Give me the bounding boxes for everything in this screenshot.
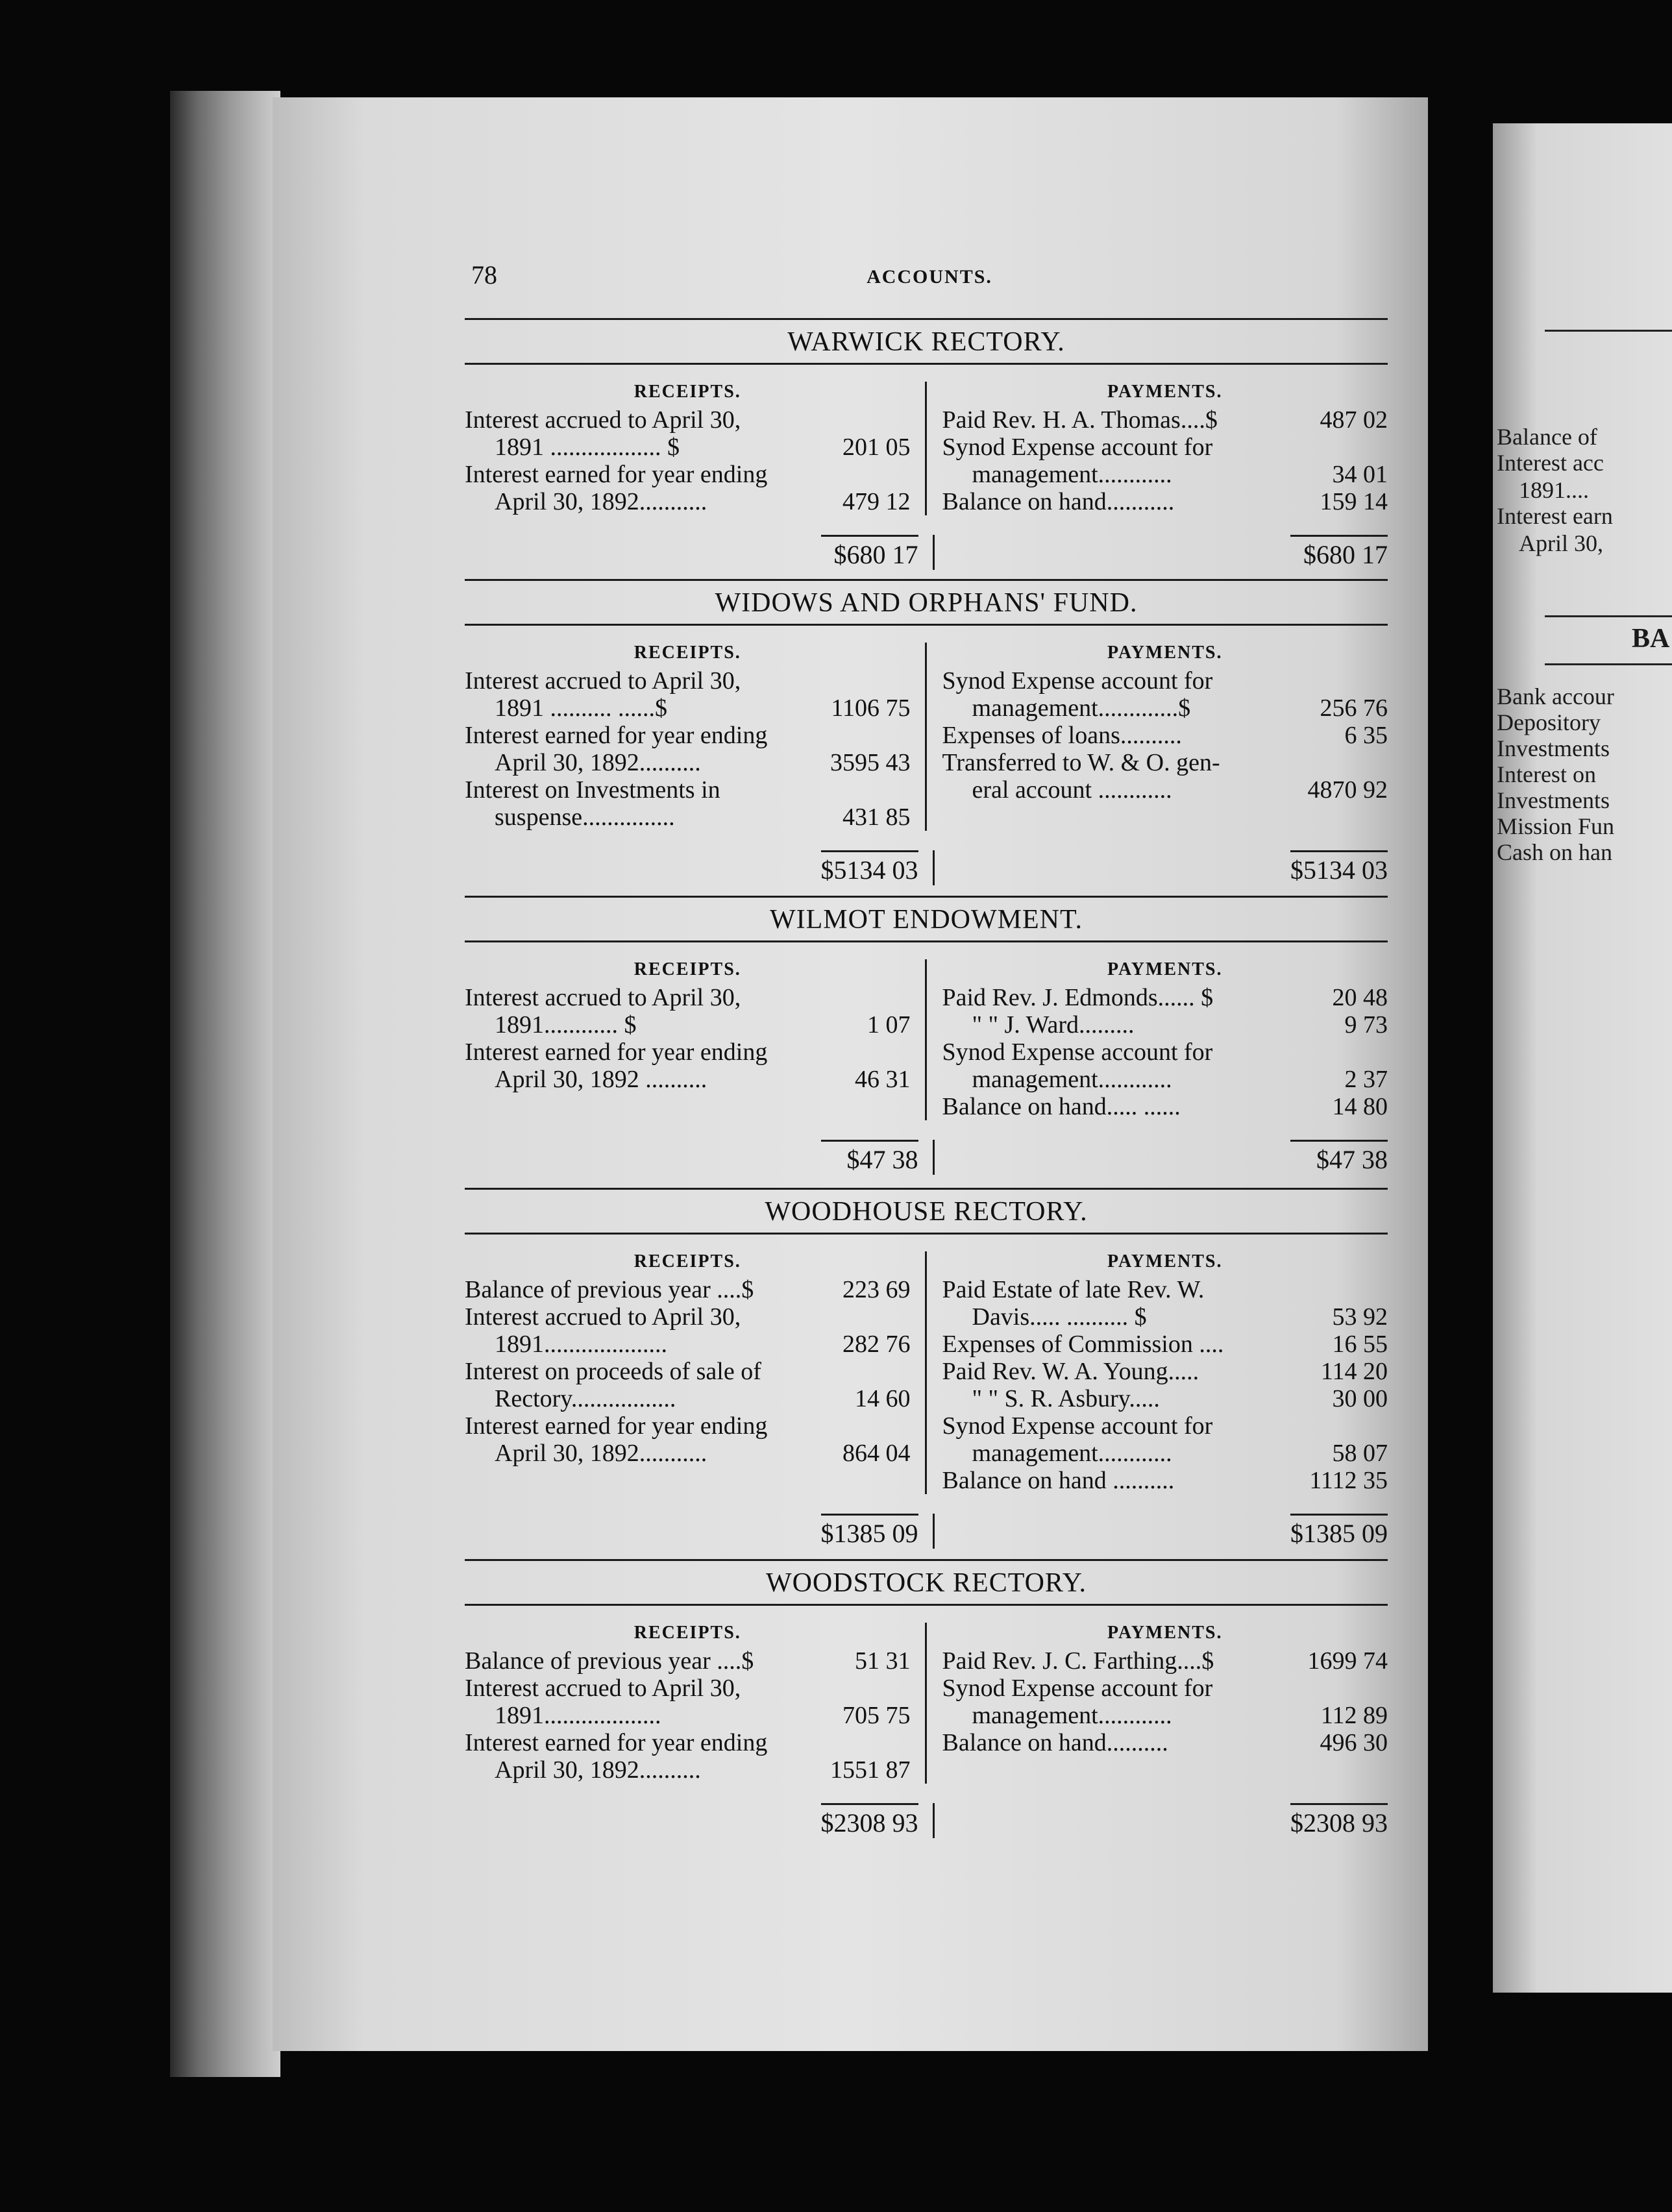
facing-rule bbox=[1545, 663, 1672, 665]
payment-row bbox=[942, 1412, 1388, 1440]
payment-amount: 159 14 bbox=[1320, 488, 1388, 515]
running-title: ACCOUNTS. bbox=[867, 266, 992, 288]
facing-line: Balance of bbox=[1497, 424, 1597, 450]
section-title: WIDOWS AND ORPHANS' FUND. bbox=[715, 588, 1138, 618]
receipt-text: April 30, 1892.......... bbox=[495, 749, 701, 776]
receipt-amount: 46 31 bbox=[855, 1066, 911, 1093]
receipt-text: Interest accrued to April 30, bbox=[465, 984, 741, 1011]
facing-line: Investments bbox=[1497, 787, 1610, 813]
receipt-row bbox=[465, 1440, 911, 1467]
payment-row bbox=[942, 1276, 1388, 1303]
receipt-row bbox=[465, 694, 911, 722]
receipt-row bbox=[465, 1066, 911, 1093]
payment-row bbox=[942, 694, 1388, 722]
receipt-row bbox=[465, 1331, 911, 1358]
receipts-column bbox=[465, 959, 927, 1120]
payment-row bbox=[942, 1358, 1388, 1385]
receipt-row bbox=[465, 1276, 911, 1303]
payment-amount: 53 92 bbox=[1332, 1303, 1388, 1331]
receipt-row bbox=[465, 1358, 911, 1385]
receipt-amount: 1551 87 bbox=[830, 1756, 911, 1784]
receipts-column bbox=[465, 1623, 927, 1784]
facing-line: Mission Fun bbox=[1497, 813, 1615, 839]
receipt-row bbox=[465, 1702, 911, 1729]
facing-line: Interest acc bbox=[1497, 450, 1604, 476]
payment-amount: 30 00 bbox=[1332, 1385, 1388, 1412]
section-rule bbox=[465, 1233, 1388, 1235]
receipt-text: April 30, 1892.......... bbox=[495, 1756, 701, 1784]
payment-row bbox=[942, 406, 1388, 434]
receipt-row bbox=[465, 461, 911, 488]
payments-heading: PAYMENTS. bbox=[1107, 643, 1223, 663]
section-rule bbox=[465, 1604, 1388, 1606]
receipt-row bbox=[465, 776, 911, 804]
payment-text: Synod Expense account for bbox=[942, 1675, 1213, 1702]
payment-amount: 9 73 bbox=[1344, 1011, 1388, 1038]
section-rule bbox=[465, 940, 1388, 942]
payment-row bbox=[942, 1729, 1388, 1756]
payment-row bbox=[942, 488, 1388, 515]
receipt-text: April 30, 1892........... bbox=[495, 488, 707, 515]
facing-rule bbox=[1545, 330, 1672, 332]
payments-heading: PAYMENTS. bbox=[1107, 1623, 1223, 1643]
payment-amount: 112 89 bbox=[1320, 1702, 1388, 1729]
receipts-total: $47 38 bbox=[821, 1140, 918, 1175]
payment-text: Expenses of loans.......... bbox=[942, 722, 1182, 749]
receipt-text: 1891 .................. $ bbox=[495, 434, 680, 461]
receipt-amount: 51 31 bbox=[855, 1647, 911, 1675]
payments-total: $680 17 bbox=[1290, 535, 1388, 570]
receipt-text: Interest earned for year ending bbox=[465, 722, 768, 749]
payment-row bbox=[942, 1093, 1388, 1120]
payment-row bbox=[942, 984, 1388, 1011]
payment-row bbox=[942, 1440, 1388, 1467]
payment-row bbox=[942, 1647, 1388, 1675]
payments-column bbox=[927, 1623, 1388, 1784]
receipt-amount: 14 60 bbox=[855, 1385, 911, 1412]
receipt-amount: 282 76 bbox=[842, 1331, 911, 1358]
payment-text: Synod Expense account for bbox=[942, 1038, 1213, 1066]
payment-row bbox=[942, 1038, 1388, 1066]
account-section-woodstock bbox=[465, 1559, 1388, 1838]
receipt-amount: 3595 43 bbox=[830, 749, 911, 776]
payment-row bbox=[942, 749, 1388, 776]
receipts-column bbox=[465, 382, 927, 515]
facing-line: Interest earn bbox=[1497, 503, 1613, 529]
receipt-amount: 1106 75 bbox=[831, 694, 911, 722]
payments-heading: PAYMENTS. bbox=[1107, 1251, 1223, 1272]
payment-row bbox=[942, 461, 1388, 488]
receipts-column bbox=[465, 643, 927, 831]
payments-total: $1385 09 bbox=[1290, 1514, 1388, 1549]
payment-row bbox=[942, 776, 1388, 804]
receipt-row bbox=[465, 1647, 911, 1675]
payment-row bbox=[942, 1675, 1388, 1702]
account-section-widows-orphans bbox=[465, 579, 1388, 885]
payment-text: Synod Expense account for bbox=[942, 667, 1213, 694]
receipt-row bbox=[465, 804, 911, 831]
payment-amount: 20 48 bbox=[1332, 984, 1388, 1011]
section-title: WARWICK RECTORY. bbox=[787, 327, 1065, 357]
payment-amount: 2 37 bbox=[1344, 1066, 1388, 1093]
page-number: 78 bbox=[471, 260, 497, 289]
payment-text: management............ bbox=[972, 1702, 1172, 1729]
receipts-total: $5134 03 bbox=[821, 850, 918, 885]
section-rule bbox=[465, 363, 1388, 365]
payment-text: management............ bbox=[972, 1066, 1172, 1093]
payment-text: Davis..... .......... $ bbox=[972, 1303, 1147, 1331]
payment-row bbox=[942, 1303, 1388, 1331]
payment-amount: 16 55 bbox=[1332, 1331, 1388, 1358]
payment-text: management............ bbox=[972, 461, 1172, 488]
receipts-total: $1385 09 bbox=[821, 1514, 918, 1549]
payments-column bbox=[927, 959, 1388, 1120]
facing-line: Bank accour bbox=[1497, 683, 1614, 709]
payment-text: " " S. R. Asbury..... bbox=[972, 1385, 1160, 1412]
totals-row bbox=[465, 535, 1388, 570]
payment-text: eral account ............ bbox=[972, 776, 1172, 804]
payment-text: Balance on hand.......... bbox=[942, 1729, 1168, 1756]
payment-amount: 496 30 bbox=[1320, 1729, 1388, 1756]
payment-text: Paid Rev. J. C. Farthing....$ bbox=[942, 1647, 1214, 1675]
payment-row bbox=[942, 1385, 1388, 1412]
receipt-text: Interest earned for year ending bbox=[465, 1412, 768, 1440]
payment-amount: 114 20 bbox=[1320, 1358, 1388, 1385]
account-section-woodhouse bbox=[465, 1188, 1388, 1549]
payment-row bbox=[942, 1011, 1388, 1038]
payment-row bbox=[942, 434, 1388, 461]
receipt-row bbox=[465, 1011, 911, 1038]
payments-total: $47 38 bbox=[1290, 1140, 1388, 1175]
payment-amount: 1699 74 bbox=[1307, 1647, 1388, 1675]
receipt-text: Interest on Investments in bbox=[465, 776, 720, 804]
payment-text: " " J. Ward......... bbox=[972, 1011, 1135, 1038]
receipt-text: 1891............ $ bbox=[495, 1011, 637, 1038]
payments-column bbox=[927, 643, 1388, 831]
receipt-amount: 201 05 bbox=[842, 434, 911, 461]
receipt-row bbox=[465, 1412, 911, 1440]
payments-heading: PAYMENTS. bbox=[1107, 382, 1223, 402]
receipt-row bbox=[465, 1303, 911, 1331]
payment-text: Synod Expense account for bbox=[942, 434, 1213, 461]
payments-total: $2308 93 bbox=[1290, 1803, 1388, 1838]
receipts-heading: RECEIPTS. bbox=[633, 1251, 741, 1272]
receipt-row bbox=[465, 488, 911, 515]
payment-amount: 58 07 bbox=[1332, 1440, 1388, 1467]
book-spine-edge bbox=[170, 91, 280, 2077]
receipt-text: Interest earned for year ending bbox=[465, 1038, 768, 1066]
receipt-text: 1891.................... bbox=[495, 1331, 667, 1358]
receipt-text: Rectory................. bbox=[495, 1385, 676, 1412]
payment-row bbox=[942, 722, 1388, 749]
receipt-amount: 223 69 bbox=[842, 1276, 911, 1303]
receipt-row bbox=[465, 1038, 911, 1066]
payment-text: Synod Expense account for bbox=[942, 1412, 1213, 1440]
receipts-heading: RECEIPTS. bbox=[633, 382, 741, 402]
receipt-text: 1891................... bbox=[495, 1702, 661, 1729]
running-head bbox=[471, 260, 1388, 299]
receipt-text: Interest accrued to April 30, bbox=[465, 1675, 741, 1702]
receipts-heading: RECEIPTS. bbox=[633, 1623, 741, 1643]
payments-column bbox=[927, 382, 1388, 515]
receipt-text: Interest on proceeds of sale of bbox=[465, 1358, 761, 1385]
receipt-amount: 1 07 bbox=[867, 1011, 911, 1038]
receipt-text: April 30, 1892 .......... bbox=[495, 1066, 707, 1093]
receipts-total: $2308 93 bbox=[821, 1803, 918, 1838]
facing-line: Cash on han bbox=[1497, 839, 1612, 865]
payment-row bbox=[942, 1066, 1388, 1093]
receipt-row bbox=[465, 984, 911, 1011]
payment-row bbox=[942, 1702, 1388, 1729]
payment-amount: 34 01 bbox=[1332, 461, 1388, 488]
receipt-text: Balance of previous year ....$ bbox=[465, 1276, 754, 1303]
section-title: WILMOT ENDOWMENT. bbox=[769, 905, 1083, 935]
receipts-total: $680 17 bbox=[821, 535, 918, 570]
payment-text: Paid Rev. J. Edmonds...... $ bbox=[942, 984, 1214, 1011]
facing-rule bbox=[1545, 615, 1672, 617]
receipt-text: 1891 .......... ......$ bbox=[495, 694, 667, 722]
receipt-amount: 864 04 bbox=[842, 1440, 911, 1467]
receipt-amount: 479 12 bbox=[842, 488, 911, 515]
payment-text: management............ bbox=[972, 1440, 1172, 1467]
receipt-row bbox=[465, 1756, 911, 1784]
payment-text: Paid Estate of late Rev. W. bbox=[942, 1276, 1205, 1303]
payment-amount: 256 76 bbox=[1320, 694, 1388, 722]
receipt-text: Interest accrued to April 30, bbox=[465, 406, 741, 434]
facing-line: 1891.... bbox=[1519, 477, 1589, 503]
receipt-row bbox=[465, 406, 911, 434]
receipt-row bbox=[465, 667, 911, 694]
receipt-text: Interest accrued to April 30, bbox=[465, 667, 741, 694]
payment-text: Expenses of Commission .... bbox=[942, 1331, 1224, 1358]
totals-row bbox=[465, 1514, 1388, 1549]
payment-amount: 6 35 bbox=[1344, 722, 1388, 749]
payments-heading: PAYMENTS. bbox=[1107, 959, 1223, 979]
receipt-row bbox=[465, 1385, 911, 1412]
receipt-text: suspense............... bbox=[495, 804, 675, 831]
receipts-column bbox=[465, 1251, 927, 1494]
receipts-heading: RECEIPTS. bbox=[633, 643, 741, 663]
receipt-text: Interest earned for year ending bbox=[465, 461, 768, 488]
payment-row bbox=[942, 1331, 1388, 1358]
payment-text: Transferred to W. & O. gen- bbox=[942, 749, 1220, 776]
payment-row bbox=[942, 667, 1388, 694]
payment-amount: 487 02 bbox=[1320, 406, 1388, 434]
section-title: WOODHOUSE RECTORY. bbox=[765, 1197, 1088, 1227]
receipt-text: Interest earned for year ending bbox=[465, 1729, 768, 1756]
receipt-text: Balance of previous year ....$ bbox=[465, 1647, 754, 1675]
payments-total: $5134 03 bbox=[1290, 850, 1388, 885]
facing-page bbox=[1493, 123, 1672, 1993]
receipt-row bbox=[465, 1729, 911, 1756]
receipt-row bbox=[465, 722, 911, 749]
account-section-warwick bbox=[465, 318, 1388, 570]
account-section-wilmot bbox=[465, 896, 1388, 1175]
receipt-row bbox=[465, 1675, 911, 1702]
payment-row bbox=[942, 1467, 1388, 1494]
receipt-text: April 30, 1892........... bbox=[495, 1440, 707, 1467]
payment-amount: 4870 92 bbox=[1307, 776, 1388, 804]
payment-text: Balance on hand........... bbox=[942, 488, 1175, 515]
totals-row bbox=[465, 1803, 1388, 1838]
payment-amount: 1112 35 bbox=[1309, 1467, 1388, 1494]
receipt-row bbox=[465, 749, 911, 776]
section-title: WOODSTOCK RECTORY. bbox=[765, 1568, 1087, 1598]
payment-amount: 14 80 bbox=[1332, 1093, 1388, 1120]
receipt-amount: 705 75 bbox=[842, 1702, 911, 1729]
receipt-text: Interest accrued to April 30, bbox=[465, 1303, 741, 1331]
payments-column bbox=[927, 1251, 1388, 1494]
payment-text: management.............$ bbox=[972, 694, 1191, 722]
section-rule bbox=[465, 624, 1388, 626]
payment-text: Paid Rev. H. A. Thomas....$ bbox=[942, 406, 1218, 434]
totals-row bbox=[465, 850, 1388, 885]
receipt-amount: 431 85 bbox=[842, 804, 911, 831]
payment-text: Balance on hand .......... bbox=[942, 1467, 1175, 1494]
facing-line: Investments bbox=[1497, 735, 1610, 761]
receipt-row bbox=[465, 434, 911, 461]
receipts-heading: RECEIPTS. bbox=[633, 959, 741, 979]
payment-text: Paid Rev. W. A. Young..... bbox=[942, 1358, 1199, 1385]
payment-text: Balance on hand..... ...... bbox=[942, 1093, 1181, 1120]
facing-line: Depository bbox=[1497, 709, 1601, 735]
totals-row bbox=[465, 1140, 1388, 1175]
facing-line: April 30, bbox=[1519, 530, 1603, 556]
facing-heading: BA bbox=[1632, 624, 1670, 654]
facing-line: Interest on bbox=[1497, 761, 1596, 787]
